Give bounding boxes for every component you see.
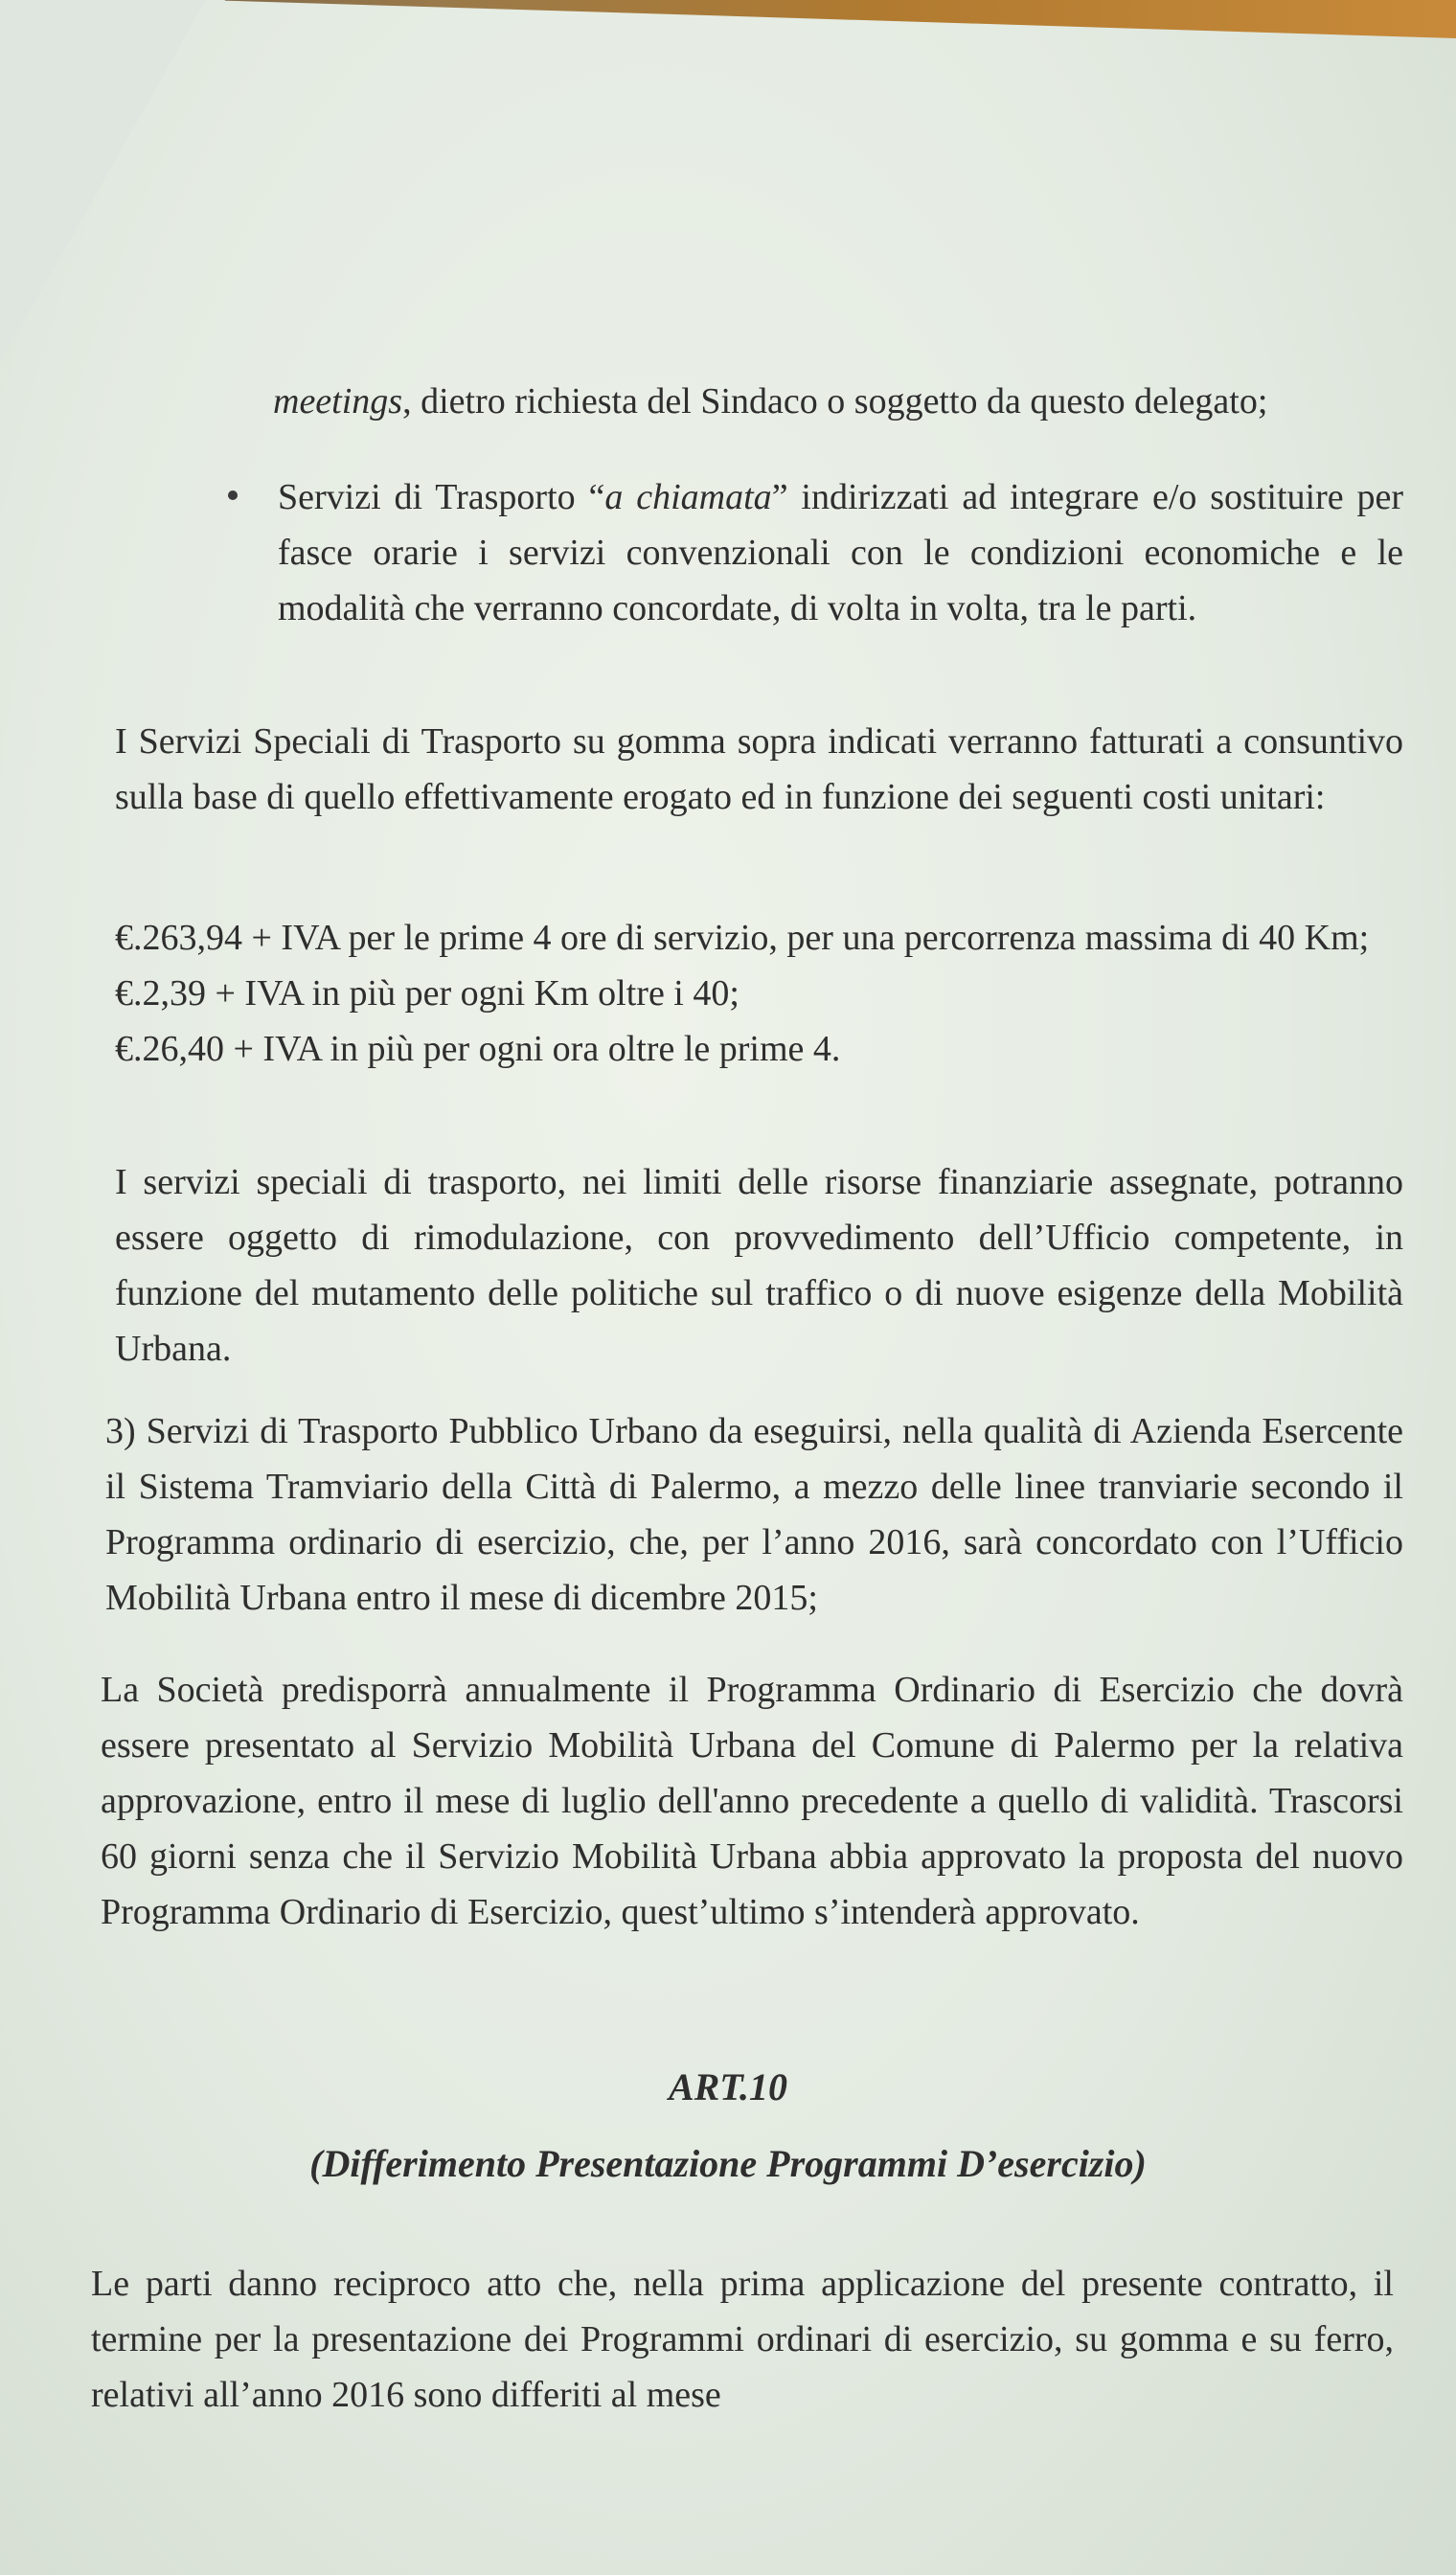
continuation-paragraph (273, 374, 1403, 429)
paragraph-text: I servizi speciali di trasporto, nei limiti delle risorse finanziarie assegnate, potranno essere oggetto di rimodulazione, con provvedimento dell’Ufficio competente, in funzione del mutamento delle politiche sul traffico o di nuove esigenze della Mobilità Urbana. (115, 1162, 1403, 1369)
article-number: ART.10 (668, 2065, 788, 2108)
bullet-icon (228, 490, 238, 500)
paragraph-text: 3) Servizi di Trasporto Pubblico Urbano da eseguirsi, nella qualità di Azienda Esercente il Sistema Tramviario della Città di Palermo, a mezzo delle linee tranviarie secondo il Programma ordinario di esercizio, che, per l’anno 2016, sarà concordato con l’Ufficio Mobilità Urbana entro il mese di dicembre 2015; (105, 1411, 1403, 1618)
paragraph-text: I Servizi Speciali di Trasporto su gomma sopra indicati verranno fatturati a consuntivo sulla base di quello effettivamente erogato ed in funzione dei seguenti costi unitari: (115, 721, 1403, 817)
bullet-item (278, 469, 1403, 636)
paragraph-text: Le parti danno reciproco atto che, nella prima applicazione del presente contratto, il termine per la presentazione dei Programmi ordinari di esercizio, su gomma e su ferro, relativi all’anno 2016 sono differiti al mese (91, 2264, 1394, 2415)
paragraph-costs-intro (115, 714, 1403, 825)
bullet-text-suffix: ” indirizzati ad integrare e/o sostituire per fasce orarie i servizi convenzionali con le condizioni economiche e le modalità che verranno concordate, di volta in volta, tra le parti. (278, 477, 1403, 628)
continuation-text: , dietro richiesta del Sindaco o soggetto da questo delegato; (402, 381, 1268, 422)
cost-line-3: €.26,40 + IVA in più per ogni ora oltre le prime 4. (115, 1029, 841, 1069)
bullet-text-prefix: Servizi di Trasporto “ (278, 477, 605, 517)
paragraph-point-3 (105, 1403, 1403, 1626)
paragraph-text: La Società predisporrà annualmente il Programma Ordinario di Esercizio che dovrà essere presentato al Servizio Mobilità Urbana del Comune di Palermo per la relativa approvazione, entro il mese di luglio dell'anno precedente a quello di validità. Trascorsi 60 giorni senza che il Servizio Mobilità Urbana abbia approvato la proposta del nuovo Programma Ordinario di Esercizio, quest’ultimo s’intenderà approvato. (101, 1670, 1403, 1932)
article-heading: (Differimento Presentazione Programmi D’esercizio) (309, 2142, 1147, 2185)
paragraph-rimodulazione (115, 1154, 1403, 1377)
paragraph-societa (101, 1662, 1403, 1940)
cost-line-2: €.2,39 + IVA in più per ogni Km oltre i 40; (115, 973, 739, 1014)
cost-line-1: €.263,94 + IVA per le prime 4 ore di servizio, per una percorrenza massima di 40 Km; (115, 918, 1370, 958)
paragraph-art10 (91, 2256, 1394, 2423)
cost-list (115, 910, 1403, 1077)
bullet-text-italic: a chiamata (604, 477, 772, 517)
italic-word-meetings: meetings (273, 381, 403, 422)
